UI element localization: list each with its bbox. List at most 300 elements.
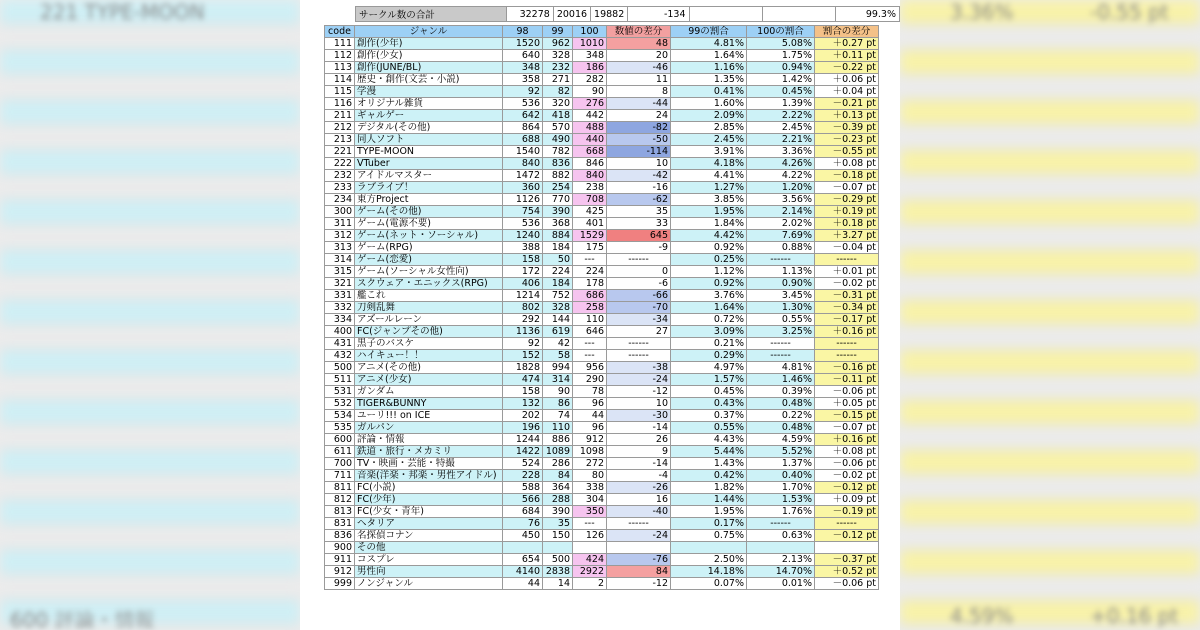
- header-ratio-diff: 割合の差分: [815, 26, 879, 38]
- header-100: 100: [573, 26, 607, 38]
- row-diff: 8: [607, 86, 671, 98]
- row-value-98: 1214: [503, 290, 543, 302]
- row-ratio-99: 1.44%: [671, 494, 747, 506]
- row-diff: -44: [607, 98, 671, 110]
- row-value-99: 328: [543, 302, 573, 314]
- row-value-99: 994: [543, 362, 573, 374]
- row-diff: -76: [607, 554, 671, 566]
- row-diff: ------: [607, 518, 671, 530]
- row-value-100: 175: [573, 242, 607, 254]
- row-ratio-99: [671, 542, 747, 554]
- row-ratio-diff: ＋0.05 pt: [815, 398, 879, 410]
- row-value-98: 152: [503, 350, 543, 362]
- row-ratio-diff: ------: [815, 254, 879, 266]
- row-ratio-100: 0.63%: [747, 530, 815, 542]
- row-value-98: 202: [503, 410, 543, 422]
- row-code: 900: [325, 542, 355, 554]
- row-genre: 東方Project: [355, 194, 503, 206]
- row-diff: -12: [607, 578, 671, 590]
- row-value-100: 282: [573, 74, 607, 86]
- row-value-100: 178: [573, 278, 607, 290]
- row-value-99: 962: [543, 38, 573, 50]
- row-value-99: 2838: [543, 566, 573, 578]
- row-value-99: [543, 542, 573, 554]
- row-ratio-diff: ＋0.01 pt: [815, 266, 879, 278]
- row-value-99: 390: [543, 206, 573, 218]
- row-diff: 35: [607, 206, 671, 218]
- row-value-100: 304: [573, 494, 607, 506]
- row-ratio-99: 0.45%: [671, 386, 747, 398]
- row-code: 116: [325, 98, 355, 110]
- row-ratio-diff: ＋0.16 pt: [815, 326, 879, 338]
- row-ratio-99: 3.76%: [671, 290, 747, 302]
- row-value-98: 358: [503, 74, 543, 86]
- row-value-100: 96: [573, 422, 607, 434]
- row-code: 211: [325, 110, 355, 122]
- row-diff: ------: [607, 338, 671, 350]
- row-ratio-diff: ＋0.18 pt: [815, 218, 879, 230]
- row-ratio-99: 1.95%: [671, 506, 747, 518]
- table-row: [325, 38, 879, 50]
- background-text: 600 評論・情報: [10, 608, 155, 630]
- row-ratio-100: 5.52%: [747, 446, 815, 458]
- row-ratio-diff: －0.37 pt: [815, 554, 879, 566]
- row-ratio-diff: ＋0.08 pt: [815, 446, 879, 458]
- row-value-98: 388: [503, 242, 543, 254]
- row-diff: 20: [607, 50, 671, 62]
- row-ratio-diff: ＋0.16 pt: [815, 434, 879, 446]
- row-ratio-diff: －0.15 pt: [815, 410, 879, 422]
- row-genre: VTuber: [355, 158, 503, 170]
- row-value-98: 754: [503, 206, 543, 218]
- row-value-100: 276: [573, 98, 607, 110]
- row-ratio-99: 1.95%: [671, 206, 747, 218]
- row-ratio-diff: －0.17 pt: [815, 314, 879, 326]
- row-diff: -62: [607, 194, 671, 206]
- row-diff: -42: [607, 170, 671, 182]
- row-value-100: 290: [573, 374, 607, 386]
- row-value-99: 14: [543, 578, 573, 590]
- table-row: [325, 482, 879, 494]
- row-ratio-99: 14.18%: [671, 566, 747, 578]
- row-value-99: 328: [543, 50, 573, 62]
- row-value-100: 1098: [573, 446, 607, 458]
- row-ratio-99: 4.41%: [671, 170, 747, 182]
- row-code: 313: [325, 242, 355, 254]
- row-ratio-99: 0.42%: [671, 470, 747, 482]
- row-value-98: 640: [503, 50, 543, 62]
- table-row: [325, 314, 879, 326]
- row-code: 111: [325, 38, 355, 50]
- row-ratio-99: 1.82%: [671, 482, 747, 494]
- row-ratio-99: 4.81%: [671, 38, 747, 50]
- header-ratio-99: 99の割合: [671, 26, 747, 38]
- summary-total-99: 20016: [553, 7, 590, 22]
- row-value-100: 224: [573, 266, 607, 278]
- row-ratio-99: 1.60%: [671, 98, 747, 110]
- row-ratio-diff: －0.07 pt: [815, 182, 879, 194]
- row-ratio-100: 1.46%: [747, 374, 815, 386]
- row-value-98: 44: [503, 578, 543, 590]
- row-code: 999: [325, 578, 355, 590]
- row-ratio-99: 0.21%: [671, 338, 747, 350]
- row-value-99: 782: [543, 146, 573, 158]
- table-row: [325, 326, 879, 338]
- row-ratio-100: 1.13%: [747, 266, 815, 278]
- row-value-99: 86: [543, 398, 573, 410]
- row-ratio-diff: －0.21 pt: [815, 98, 879, 110]
- row-value-100: 440: [573, 134, 607, 146]
- row-value-99: 836: [543, 158, 573, 170]
- row-value-98: 1520: [503, 38, 543, 50]
- table-row: [325, 146, 879, 158]
- row-ratio-100: 1.39%: [747, 98, 815, 110]
- background-blur-left: [0, 0, 300, 630]
- row-ratio-diff: ＋0.08 pt: [815, 158, 879, 170]
- row-ratio-diff: －0.29 pt: [815, 194, 879, 206]
- row-diff: -24: [607, 374, 671, 386]
- row-diff: 0: [607, 266, 671, 278]
- row-ratio-99: 4.42%: [671, 230, 747, 242]
- row-ratio-99: 1.12%: [671, 266, 747, 278]
- summary-total-100: 19882: [591, 7, 628, 22]
- row-value-99: 58: [543, 350, 573, 362]
- row-diff: -16: [607, 182, 671, 194]
- row-genre: 黒子のバスケ: [355, 338, 503, 350]
- row-ratio-99: 0.72%: [671, 314, 747, 326]
- row-ratio-99: 2.45%: [671, 134, 747, 146]
- row-value-100: 272: [573, 458, 607, 470]
- row-diff: -70: [607, 302, 671, 314]
- row-diff: -50: [607, 134, 671, 146]
- row-diff: 10: [607, 398, 671, 410]
- row-value-100: 956: [573, 362, 607, 374]
- row-ratio-99: 1.35%: [671, 74, 747, 86]
- row-diff: 33: [607, 218, 671, 230]
- table-row: [325, 434, 879, 446]
- table-row: [325, 50, 879, 62]
- row-diff: ------: [607, 350, 671, 362]
- header-genre: ジャンル: [355, 26, 503, 38]
- row-ratio-100: 2.14%: [747, 206, 815, 218]
- row-value-98: 588: [503, 482, 543, 494]
- row-genre: ガルパン: [355, 422, 503, 434]
- row-diff: 10: [607, 158, 671, 170]
- row-value-100: ---: [573, 518, 607, 530]
- table-row: [325, 494, 879, 506]
- row-value-99: 390: [543, 506, 573, 518]
- row-value-98: 642: [503, 110, 543, 122]
- table-row: [325, 230, 879, 242]
- table-row: [325, 134, 879, 146]
- row-diff: -114: [607, 146, 671, 158]
- row-code: 221: [325, 146, 355, 158]
- row-ratio-100: 0.48%: [747, 422, 815, 434]
- row-code: 332: [325, 302, 355, 314]
- table-row: [325, 578, 879, 590]
- row-diff: -34: [607, 314, 671, 326]
- row-value-98: 654: [503, 554, 543, 566]
- table-row: [325, 110, 879, 122]
- header-ratio-100: 100の割合: [747, 26, 815, 38]
- row-diff: -9: [607, 242, 671, 254]
- row-genre: FC(ジャンプその他): [355, 326, 503, 338]
- row-value-100: 425: [573, 206, 607, 218]
- row-code: 500: [325, 362, 355, 374]
- row-genre: FC(少女・青年): [355, 506, 503, 518]
- row-value-99: 232: [543, 62, 573, 74]
- row-value-99: 752: [543, 290, 573, 302]
- table-row: [325, 122, 879, 134]
- row-diff: -24: [607, 530, 671, 542]
- row-ratio-diff: ＋0.19 pt: [815, 206, 879, 218]
- row-genre: 男性向: [355, 566, 503, 578]
- row-value-98: 1422: [503, 446, 543, 458]
- row-ratio-99: 1.64%: [671, 302, 747, 314]
- row-ratio-99: 1.27%: [671, 182, 747, 194]
- row-value-98: 292: [503, 314, 543, 326]
- row-diff: 9: [607, 446, 671, 458]
- row-value-98: 802: [503, 302, 543, 314]
- row-code: 114: [325, 74, 355, 86]
- row-ratio-100: 2.02%: [747, 218, 815, 230]
- row-value-98: 1828: [503, 362, 543, 374]
- row-value-100: 186: [573, 62, 607, 74]
- row-diff: -26: [607, 482, 671, 494]
- row-genre: TV・映画・芸能・特撮: [355, 458, 503, 470]
- row-value-99: 35: [543, 518, 573, 530]
- row-ratio-99: 1.57%: [671, 374, 747, 386]
- table-row: [325, 518, 879, 530]
- row-ratio-100: 0.39%: [747, 386, 815, 398]
- row-genre: 艦これ: [355, 290, 503, 302]
- spreadsheet-page: [300, 0, 900, 630]
- table-row: [325, 554, 879, 566]
- table-row: [325, 398, 879, 410]
- table-row: [325, 86, 879, 98]
- row-genre: アイドルマスター: [355, 170, 503, 182]
- row-genre: ギャルゲー: [355, 110, 503, 122]
- row-genre: 同人ソフト: [355, 134, 503, 146]
- row-diff: -30: [607, 410, 671, 422]
- row-ratio-99: 3.91%: [671, 146, 747, 158]
- row-genre: スクウェア・エニックス(RPG): [355, 278, 503, 290]
- table-row: [325, 302, 879, 314]
- row-value-99: 320: [543, 98, 573, 110]
- row-ratio-diff: ＋0.09 pt: [815, 494, 879, 506]
- row-genre: TYPE-MOON: [355, 146, 503, 158]
- row-value-98: 1240: [503, 230, 543, 242]
- row-code: 534: [325, 410, 355, 422]
- row-ratio-100: 4.26%: [747, 158, 815, 170]
- row-ratio-100: 3.45%: [747, 290, 815, 302]
- table-row: [325, 374, 879, 386]
- row-genre: FC(少年): [355, 494, 503, 506]
- row-genre: 名探偵コナン: [355, 530, 503, 542]
- row-value-100: 2922: [573, 566, 607, 578]
- row-diff: -14: [607, 422, 671, 434]
- row-value-98: 4140: [503, 566, 543, 578]
- row-ratio-100: 1.20%: [747, 182, 815, 194]
- table-row: [325, 458, 879, 470]
- row-code: 314: [325, 254, 355, 266]
- row-genre: 創作(少女): [355, 50, 503, 62]
- row-value-100: 258: [573, 302, 607, 314]
- row-ratio-99: 3.09%: [671, 326, 747, 338]
- row-ratio-100: 3.25%: [747, 326, 815, 338]
- row-ratio-diff: －0.07 pt: [815, 422, 879, 434]
- row-value-100: ---: [573, 350, 607, 362]
- row-value-100: 348: [573, 50, 607, 62]
- row-diff: 26: [607, 434, 671, 446]
- row-value-99: 254: [543, 182, 573, 194]
- row-diff: -38: [607, 362, 671, 374]
- row-value-98: 1126: [503, 194, 543, 206]
- row-ratio-99: 0.25%: [671, 254, 747, 266]
- row-ratio-100: 4.22%: [747, 170, 815, 182]
- header-code: code: [325, 26, 355, 38]
- row-ratio-diff: －0.04 pt: [815, 242, 879, 254]
- row-diff: 11: [607, 74, 671, 86]
- row-genre: ゲーム(その他): [355, 206, 503, 218]
- row-value-99: 314: [543, 374, 573, 386]
- row-genre: ノンジャンル: [355, 578, 503, 590]
- row-genre: ハイキュー！！: [355, 350, 503, 362]
- row-ratio-diff: －0.12 pt: [815, 482, 879, 494]
- summary-total-98: 32278: [507, 7, 554, 22]
- row-diff: 84: [607, 566, 671, 578]
- row-code: 234: [325, 194, 355, 206]
- table-row: [325, 446, 879, 458]
- row-ratio-100: ------: [747, 254, 815, 266]
- row-value-98: 684: [503, 506, 543, 518]
- row-ratio-diff: －0.39 pt: [815, 122, 879, 134]
- row-ratio-diff: ＋3.27 pt: [815, 230, 879, 242]
- row-ratio-99: 1.84%: [671, 218, 747, 230]
- row-ratio-diff: －0.02 pt: [815, 470, 879, 482]
- row-diff: 16: [607, 494, 671, 506]
- row-value-100: 126: [573, 530, 607, 542]
- row-value-100: 846: [573, 158, 607, 170]
- row-genre: 創作(JUNE/BL): [355, 62, 503, 74]
- row-ratio-100: 0.88%: [747, 242, 815, 254]
- table-row: [325, 410, 879, 422]
- row-genre: TIGER&BUNNY: [355, 398, 503, 410]
- row-genre: コスプレ: [355, 554, 503, 566]
- row-code: 113: [325, 62, 355, 74]
- row-genre: ゲーム(ネット・ソーシャル): [355, 230, 503, 242]
- table-row: [325, 542, 879, 554]
- summary-label: サークル数の合計: [356, 7, 507, 22]
- row-value-98: 406: [503, 278, 543, 290]
- row-ratio-diff: ＋0.52 pt: [815, 566, 879, 578]
- row-code: 315: [325, 266, 355, 278]
- row-ratio-99: 5.44%: [671, 446, 747, 458]
- row-value-99: 570: [543, 122, 573, 134]
- table-row: [325, 530, 879, 542]
- row-value-99: 224: [543, 266, 573, 278]
- row-value-100: 708: [573, 194, 607, 206]
- row-ratio-100: 3.36%: [747, 146, 815, 158]
- row-ratio-99: 2.09%: [671, 110, 747, 122]
- row-ratio-100: 2.21%: [747, 134, 815, 146]
- background-text: +0.16 pt: [1090, 604, 1179, 628]
- row-value-98: 566: [503, 494, 543, 506]
- summary-blank: [762, 7, 835, 22]
- row-value-100: 90: [573, 86, 607, 98]
- background-blur-right: [900, 0, 1200, 630]
- row-diff: -4: [607, 470, 671, 482]
- row-genre: 音楽(洋楽・邦楽・男性アイドル): [355, 470, 503, 482]
- row-value-98: 474: [503, 374, 543, 386]
- table-row: [325, 566, 879, 578]
- table-row: [325, 194, 879, 206]
- row-code: 831: [325, 518, 355, 530]
- row-genre: ゲーム(電源不要): [355, 218, 503, 230]
- row-value-99: 90: [543, 386, 573, 398]
- row-genre: ガンダム: [355, 386, 503, 398]
- row-value-99: 886: [543, 434, 573, 446]
- row-ratio-diff: －0.23 pt: [815, 134, 879, 146]
- row-diff: -14: [607, 458, 671, 470]
- row-diff: -40: [607, 506, 671, 518]
- row-code: 232: [325, 170, 355, 182]
- row-code: 600: [325, 434, 355, 446]
- row-ratio-99: 4.43%: [671, 434, 747, 446]
- row-value-98: 1472: [503, 170, 543, 182]
- row-value-100: 488: [573, 122, 607, 134]
- row-code: 312: [325, 230, 355, 242]
- row-genre: ゲーム(恋愛): [355, 254, 503, 266]
- row-ratio-100: 0.01%: [747, 578, 815, 590]
- row-genre: 歴史・創作(文芸・小説): [355, 74, 503, 86]
- row-diff: -6: [607, 278, 671, 290]
- row-ratio-100: 2.22%: [747, 110, 815, 122]
- table-row: [325, 254, 879, 266]
- table-row: [325, 182, 879, 194]
- row-value-100: 44: [573, 410, 607, 422]
- row-code: 812: [325, 494, 355, 506]
- row-value-98: 76: [503, 518, 543, 530]
- row-genre: デジタル(その他): [355, 122, 503, 134]
- row-value-98: 360: [503, 182, 543, 194]
- row-code: 331: [325, 290, 355, 302]
- row-value-100: 686: [573, 290, 607, 302]
- row-code: 611: [325, 446, 355, 458]
- row-value-100: [573, 542, 607, 554]
- row-value-98: 1540: [503, 146, 543, 158]
- table-row: [325, 278, 879, 290]
- row-genre: 創作(少年): [355, 38, 503, 50]
- summary-ratio: 99.3%: [836, 7, 900, 22]
- row-ratio-diff: －0.06 pt: [815, 458, 879, 470]
- summary-blank: [689, 7, 762, 22]
- table-row: [325, 290, 879, 302]
- row-ratio-diff: ＋0.11 pt: [815, 50, 879, 62]
- row-value-98: 536: [503, 218, 543, 230]
- row-value-98: [503, 542, 543, 554]
- row-value-99: 42: [543, 338, 573, 350]
- row-ratio-100: 1.37%: [747, 458, 815, 470]
- row-ratio-99: 1.16%: [671, 62, 747, 74]
- table-row: [325, 206, 879, 218]
- row-ratio-99: 2.50%: [671, 554, 747, 566]
- table-row: [325, 422, 879, 434]
- row-value-99: 288: [543, 494, 573, 506]
- row-ratio-100: 1.70%: [747, 482, 815, 494]
- row-code: 813: [325, 506, 355, 518]
- row-ratio-99: 4.18%: [671, 158, 747, 170]
